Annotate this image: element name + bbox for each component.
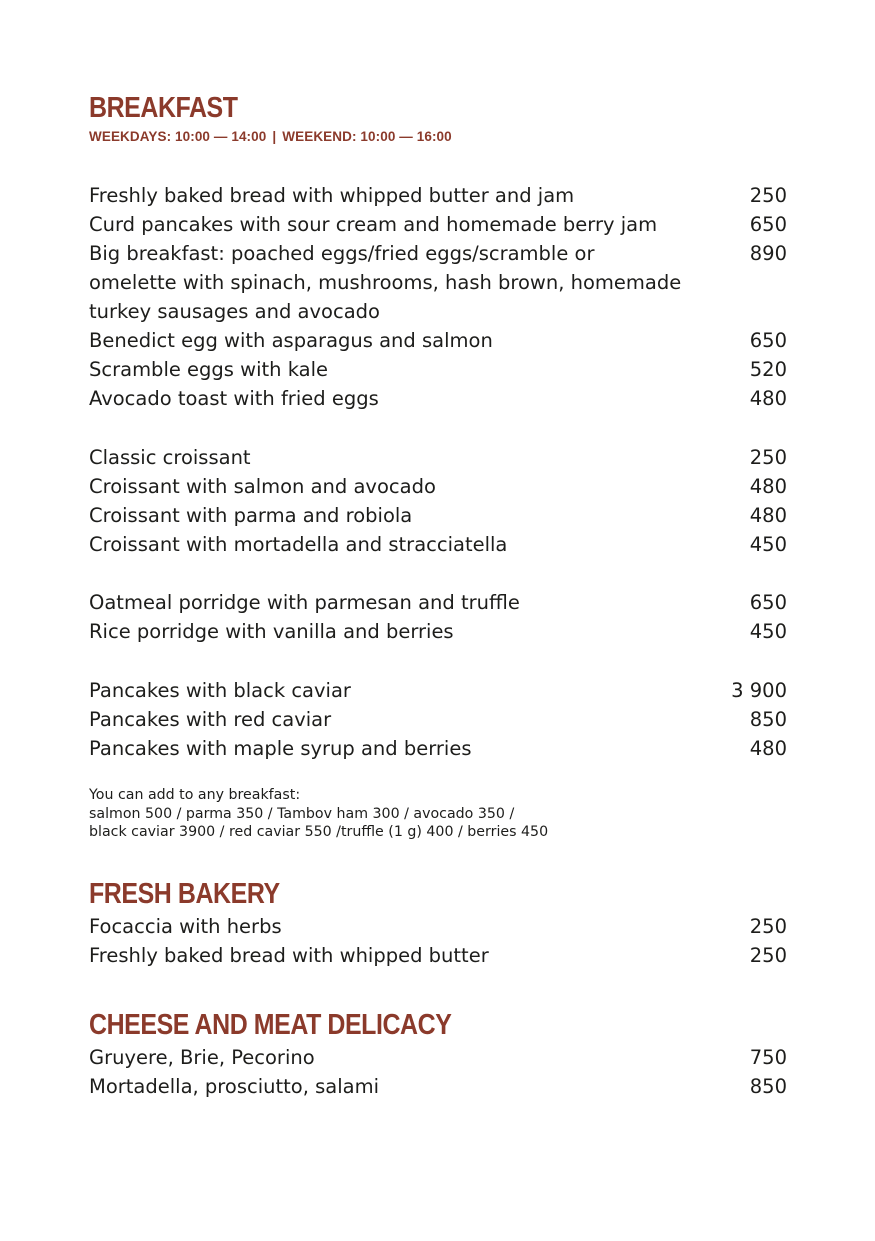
item-price: 250 bbox=[749, 944, 787, 967]
item-price: 450 bbox=[749, 620, 787, 643]
menu-item bbox=[89, 588, 787, 617]
item-name: Freshly baked bread with whipped butter bbox=[89, 944, 489, 967]
item-price: 250 bbox=[749, 184, 787, 207]
menu-item bbox=[89, 326, 787, 355]
item-name: Mortadella, prosciutto, salami bbox=[89, 1075, 379, 1098]
item-price: 850 bbox=[749, 1075, 787, 1098]
item-name: Pancakes with black caviar bbox=[89, 679, 351, 702]
menu-item bbox=[89, 355, 787, 384]
item-price: 850 bbox=[749, 708, 787, 731]
item-price: 480 bbox=[749, 737, 787, 760]
menu-item bbox=[89, 705, 787, 734]
addons-line: black caviar 3900 / red caviar 550 /truffle (1 g) 400 / berries 450 bbox=[89, 824, 549, 840]
item-price: 480 bbox=[749, 504, 787, 527]
menu-item bbox=[89, 734, 787, 763]
item-name: Scramble eggs with kale bbox=[89, 358, 329, 381]
item-price: 890 bbox=[749, 242, 787, 265]
menu-item bbox=[89, 239, 787, 326]
item-name: Gruyere, Brie, Pecorino bbox=[89, 1046, 315, 1069]
menu-item bbox=[89, 501, 787, 530]
menu-item bbox=[89, 384, 787, 413]
item-name: Oatmeal porridge with parmesan and truffle bbox=[89, 591, 520, 614]
item-price: 650 bbox=[749, 213, 787, 236]
menu-item bbox=[89, 941, 787, 970]
item-name: Benedict egg with asparagus and salmon bbox=[89, 329, 493, 352]
breakfast-addons-note bbox=[89, 786, 548, 842]
hours-separator: | bbox=[272, 129, 277, 144]
menu-item bbox=[89, 1072, 787, 1101]
item-name: Curd pancakes with sour cream and homemade berry jam bbox=[89, 213, 658, 236]
item-name: Pancakes with red caviar bbox=[89, 708, 332, 731]
menu-item bbox=[89, 472, 787, 501]
menu-item bbox=[89, 912, 787, 941]
menu-item bbox=[89, 443, 787, 472]
item-name: Pancakes with maple syrup and berries bbox=[89, 737, 472, 760]
item-price: 3 900 bbox=[731, 679, 787, 702]
menu-item bbox=[89, 181, 787, 210]
item-price: 650 bbox=[749, 329, 787, 352]
menu-item bbox=[89, 1043, 787, 1072]
item-name: Croissant with mortadella and stracciatella bbox=[89, 533, 508, 556]
item-price: 520 bbox=[749, 358, 787, 381]
item-price: 650 bbox=[749, 591, 787, 614]
breakfast-heading: BREAKFAST bbox=[89, 92, 238, 124]
item-name: Big breakfast: poached eggs/fried eggs/scramble or omelette with spinach, mushrooms, hash brown, homemade turkey sausages and avocado bbox=[89, 242, 682, 324]
bakery-heading: FRESH BAKERY bbox=[89, 878, 280, 910]
menu-item bbox=[89, 676, 787, 705]
item-name: Classic croissant bbox=[89, 446, 251, 469]
item-name: Rice porridge with vanilla and berries bbox=[89, 620, 454, 643]
item-price: 480 bbox=[749, 475, 787, 498]
item-price: 480 bbox=[749, 387, 787, 410]
item-name: Croissant with salmon and avocado bbox=[89, 475, 436, 498]
delicacy-heading: CHEESE AND MEAT DELICACY bbox=[89, 1009, 452, 1041]
breakfast-hours bbox=[89, 128, 452, 146]
item-price: 750 bbox=[749, 1046, 787, 1069]
item-price: 450 bbox=[749, 533, 787, 556]
weekday-hours: WEEKDAYS: 10:00 — 14:00 bbox=[89, 129, 267, 144]
menu-item bbox=[89, 617, 787, 646]
weekend-hours: WEEKEND: 10:00 — 16:00 bbox=[282, 129, 452, 144]
menu-item bbox=[89, 530, 787, 559]
item-price: 250 bbox=[749, 915, 787, 938]
item-name: Focaccia with herbs bbox=[89, 915, 282, 938]
menu-item bbox=[89, 210, 787, 239]
item-name: Freshly baked bread with whipped butter and jam bbox=[89, 184, 575, 207]
item-name: Croissant with parma and robiola bbox=[89, 504, 413, 527]
item-name: Avocado toast with fried eggs bbox=[89, 387, 379, 410]
item-price: 250 bbox=[749, 446, 787, 469]
addons-intro: You can add to any breakfast: bbox=[89, 787, 301, 803]
addons-line: salmon 500 / parma 350 / Tambov ham 300 / avocado 350 / bbox=[89, 805, 515, 822]
